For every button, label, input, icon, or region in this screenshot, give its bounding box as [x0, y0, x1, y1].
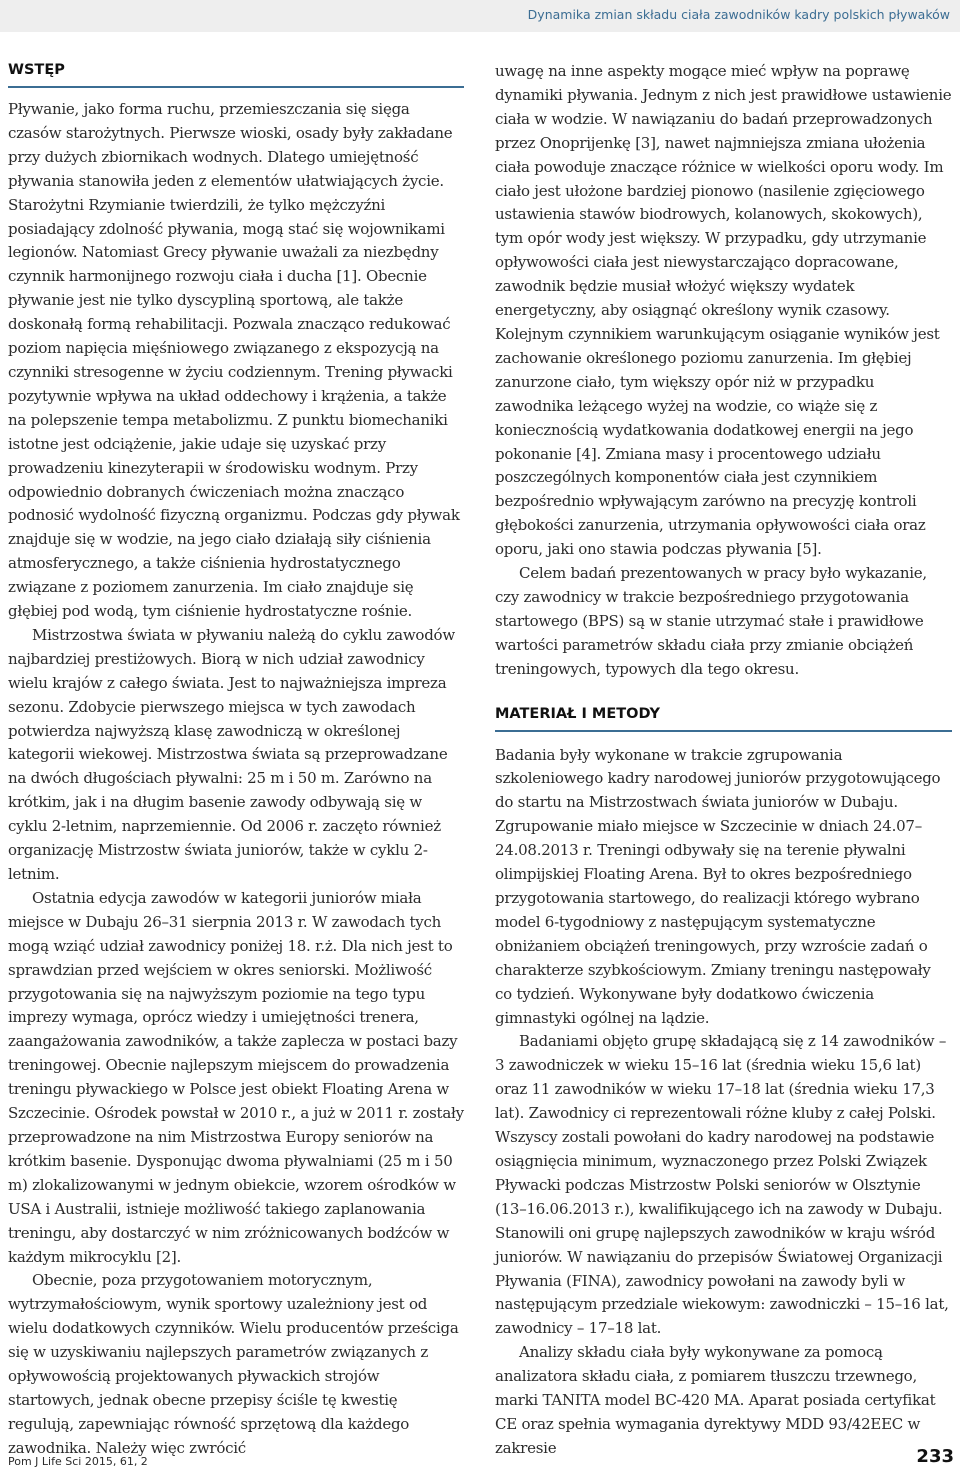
right-column: [495, 60, 952, 1461]
paragraph: Obecnie, poza przygotowaniem motorycznym, wytrzymałościowym, wynik sportowy uzależniony jest od wielu dodatkowych czynników. Wielu producentów prześciga się w uzyskiwaniu najlepszych parametrów związanych z opływowością projektowanych pływackich strojów startowych, jednak obecne przepisy ściśle tę kwestię regulują, zapewniając równość sprzętową dla każdego zawodnika. Należy więc zwrócić: [8, 1271, 459, 1457]
paragraph: Celem badań prezentowanych w pracy było wykazanie, czy zawodnicy w trakcie bezpośredniego przygotowania startowego (BPS) są w stanie utrzymać stałe i prawidłowe wartości parametrów składu ciała przy zmianie obciążeń treningowych, typowych dla tego okresu.: [495, 564, 927, 678]
paragraph: Badania były wykonane w trakcie zgrupowania szkoleniowego kadry narodowej juniorów przygotowującego do startu na Mistrzostwach świata juniorów w Dubaju. Zgrupowanie miało miejsce w Szczecinie w dniach 24.07–24.08.2013 r. Treningi odbywały się na terenie pływalni olimpijskiej Floating Arena. Był to okres bezpośredniego przygotowania startowego, do realizacji którego wybrano model 6-tygodniowy z następującym systematyczne obniżaniem obciążeń treningowych, przy wzroście zadań o charakterze szybkościowym. Zmiany treningu następowały co tydzień. Wykonywane były dodatkowo ćwiczenia gimnastyki ogólnej na lądzie.: [495, 745, 941, 1027]
paragraph: Ostatnia edycja zawodów w kategorii juniorów miała miejsce w Dubaju 26–31 sierpnia 2013 r. W zawodach tych mogą wziąć udział zawodnicy poniżej 18. r.ż. Dla nich jest to sprawdzian przed wejściem w okres seniorski. Możliwość przygotowania się na najwyższym poziomie na tego typu imprezy wymaga, oprócz wiedzy i umiejętności trenera, zaangażowania zawodników, a także zaplecza w postaci bazy treningowej. Obecnie najlepszym miejscem do prowadzenia treningu pływackiego w Polsce jest obiekt Floating Arena w Szczecinie. Ośrodek powstał w 2010 r., a już w 2011 r. zostały przeprowadzone na nim Mistrzostwa Europy seniorów na krótkim basenie. Dysponując dwoma pływalniami (25 m i 50 m) zlokalizowanymi w jednym obiekcie, wzorem ośrodków w USA i Australii, istnieje możliwość takiego zaplanowania treningu, aby dostarczyć w nim zróżnicowanych bodźców w każdym mikrocyklu [2].: [8, 888, 464, 1266]
running-title: Dynamika zmian składu ciała zawodników kadry polskich pływaków: [527, 7, 950, 22]
paragraph: Pływanie, jako forma ruchu, przemieszczania się sięga czasów starożytnych. Pierwsze wioski, osady były zakładane przy dużych zbiornikach wodnych. Dlatego umiejętność pływania stanowiła jeden z elementów ułatwiających życie. Starożytni Rzymianie twierdzili, że tylko mężczyźni posiadający zdolność pływania, mogą stać się wojownikami legionów. Natomiast Grecy pływanie uważali za niezbędny czynnik harmonijnego rozwoju ciała i ducha [1]. Obecnie pływanie jest nie tylko dyscypliną sportową, ale także doskonałą formą rehabilitacji. Pozwala znacząco redukować poziom napięcia mięśniowego związanego z ekspozycją na czynniki stresogenne w życiu codziennym. Trening pływacki pozytywnie wpływa na układ oddechowy i krążenia, a także na polepszenie tempa metabolizmu. Z punktu biomechaniki istotne jest odciążenie, jakie udaje się uzyskać przy prowadzeniu kinezyterapii w środowisku wodnym. Przy odpowiednio dobranych ćwiczeniach można znacząco podnosić wydolność fizyczną organizmu. Podczas gdy pływak znajduje się w wodzie, na jego ciało działają siły ciśnienia atmosferycznego, a także ciśnienia hydrostatycznego związane z poziomem zanurzenia. Im ciało znajduje się głębiej pod wodą, tym ciśnienie hydrostatyczne rośnie.: [8, 100, 460, 621]
left-column: [8, 60, 464, 1461]
journal-citation: Pom J Life Sci 2015, 61, 2: [8, 1455, 148, 1468]
section-heading-materials-methods: MATERIAŁ I METODY: [495, 704, 952, 732]
section-spacer: [495, 682, 952, 704]
page-number: 233: [916, 1446, 954, 1467]
paragraph: Analizy składu ciała były wykonywane za pomocą analizatora składu ciała, z pomiarem tłuszczu trzewnego, marki TANITA model BC-420 MA. Aparat posiada certyfikat CE oraz spełnia wymagania dyrektywy MDD 93/42EEC w zakresie: [495, 1343, 936, 1457]
section-heading-introduction: WSTĘP: [8, 60, 464, 88]
paragraph: Badaniami objęto grupę składającą się z 14 zawodników – 3 zawodniczek w wieku 15–16 lat (średnia wieku 15,6 lat) oraz 11 zawodników w wieku 17–18 lat (średnia wieku 17,3 lat). Zawodnicy ci reprezentowali różne kluby z całej Polski. Wszyscy zostali powołani do kadry narodowej na podstawie osiągnięcia minimum, wyznaczonego przez Polski Związek Pływacki podczas Mistrzostw Polski seniorów w Olsztynie (13–16.06.2013 r.), kwalifikującego ich na zawody w Dubaju. Stanowili oni grupę najlepszych zawodników w kraju wśród juniorów. W nawiązaniu do przepisów Światowej Organizacji Pływania (FINA), zawodnicy powołani na zawody byli w następującym przedziale wiekowym: zawodniczki – 15–16 lat, zawodnicy – 17–18 lat.: [495, 1032, 949, 1338]
paragraph: Mistrzostwa świata w pływaniu należą do cyklu zawodów najbardziej prestiżowych. Biorą w nich udział zawodnicy wielu krajów z całego świata. Jest to najważniejsza impreza sezonu. Zdobycie pierwszego miejsca w tych zawodach potwierdza najwyższą klasę zawodniczą w określonej kategorii wiekowej. Mistrzostwa świata są przeprowadzane na dwóch długościach pływalni: 25 m i 50 m. Zarówno na krótkim, jak i na długim basenie zawody odbywają się w cyklu 2-letnim, naprzemiennie. Od 2006 r. zaczęto również organizację Mistrzostw świata juniorów, także w cyklu 2-letnim.: [8, 625, 455, 883]
paragraph: uwagę na inne aspekty mogące mieć wpływ na poprawę dynamiki pływania. Jednym z nich jest prawidłowe ustawienie ciała w wodzie. W nawiązaniu do badań przeprowadzonych przez Onoprijenkę [3], nawet najmniejsza zmiana ułożenia ciała powoduje znaczące różnice w wielkości oporu wody. Im ciało jest ułożone bardziej pionowo (nasilenie zgięciowego ustawienia stawów biodrowych, kolanowych, skokowych), tym opór wody jest większy. W przypadku, gdy utrzymanie opływowości ciała jest niewystarczająco dopracowane, zawodnik będzie musiał włożyć większy wydatek energetyczny, aby osiągnąć określony wynik czasowy. Kolejnym czynnikiem warunkującym osiąganie wyników jest zachowanie określonego poziomu zanurzenia. Im głębiej zanurzone ciało, tym większy opór niż w przypadku zawodnika leżącego wyżej na wodzie, co wiąże się z koniecznością wydatkowania dodatkowej energii na jego pokonanie [4]. Zmiana masy i procentowego udziału poszczególnych komponentów ciała jest czynnikiem bezpośrednio wpływającym zarówno na precyzję kontroli głębokości zanurzenia, utrzymania opływowości ciała oraz oporu, jaki ono stawia podczas pływania [5].: [495, 62, 952, 559]
running-header: [0, 0, 960, 32]
